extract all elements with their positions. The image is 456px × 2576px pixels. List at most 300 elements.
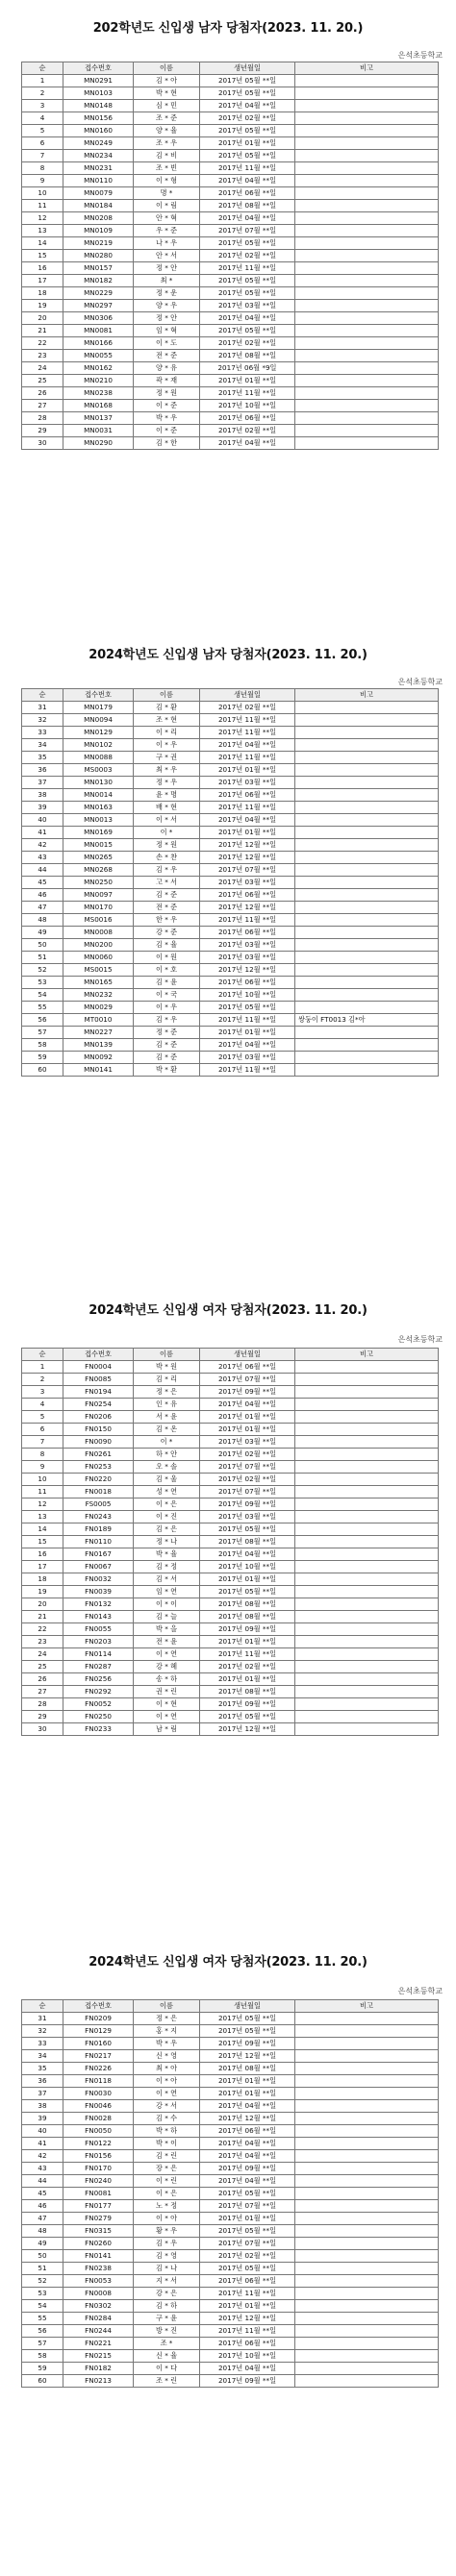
cell-receipt-number: MN0103 [63,87,134,100]
cell-birthdate: 2017년 08월 **일 [200,350,295,362]
cell-no: 35 [22,752,63,764]
cell-name: 김 * 우 [134,2238,200,2250]
cell-name: 이 * 연 [134,1711,200,1723]
table-row [22,977,439,989]
table-row [22,802,439,814]
cell-no: 34 [22,739,63,752]
cell-birthdate: 2017년 02월 **일 [200,425,295,437]
cell-receipt-number: MN0163 [63,802,134,814]
cell-name: 신 * 영 [134,2050,200,2063]
section-title: 2024학년도 신입생 여자 당첨자(2023. 11. 20.) [89,1955,367,1969]
cell-birthdate: 2017년 10월 **일 [200,2350,295,2363]
table-row [22,1486,439,1499]
cell-receipt-number: MN0109 [63,225,134,237]
table-row [22,2163,439,2175]
cell-remarks [295,2238,439,2250]
cell-name: 김 * 울 [134,1474,200,1486]
cell-receipt-number: MN0110 [63,175,134,187]
cell-remarks [295,1386,439,1399]
cell-receipt-number: MN0092 [63,1052,134,1064]
table-row [22,2288,439,2300]
cell-name: 곽 * 재 [134,375,200,387]
cell-remarks [295,952,439,964]
cell-remarks [295,1424,439,1436]
cell-no: 54 [22,2300,63,2313]
cell-name: 조 * 우 [134,137,200,150]
cell-birthdate: 2017년 06월 *9일 [200,362,295,375]
cell-birthdate: 2017년 01월 **일 [200,1636,295,1648]
cell-name: 김 * 서 [134,1573,200,1586]
table-row [22,914,439,927]
table-row [22,1361,439,1374]
cell-remarks [295,2013,439,2025]
cell-no: 10 [22,1474,63,1486]
cell-remarks [295,902,439,914]
table-row [22,1611,439,1623]
table-row [22,400,439,412]
table-row [22,237,439,250]
cell-name: 이 * 원 [134,952,200,964]
cell-name: 조 * 준 [134,112,200,125]
cell-remarks [295,2363,439,2375]
cell-name: 김 * 정 [134,1561,200,1573]
table-row [22,2113,439,2125]
cell-birthdate: 2017년 04월 **일 [200,2138,295,2150]
cell-birthdate: 2017년 02월 **일 [200,337,295,350]
cell-no: 60 [22,1064,63,1077]
cell-no: 58 [22,1039,63,1052]
table-row [22,2138,439,2150]
table-row [22,137,439,150]
cell-remarks [295,225,439,237]
cell-name: 박 * 환 [134,1064,200,1077]
cell-name: 김 * 율 [134,939,200,952]
cell-receipt-number: MN0184 [63,200,134,212]
cell-birthdate: 2017년 05월 **일 [200,287,295,300]
cell-birthdate: 2017년 01월 **일 [200,375,295,387]
cell-birthdate: 2017년 11월 **일 [200,1648,295,1661]
cell-no: 3 [22,1386,63,1399]
table-row [22,387,439,400]
cell-remarks [295,375,439,387]
cell-remarks [295,425,439,437]
table-row [22,739,439,752]
table-row [22,1536,439,1548]
cell-remarks [295,1648,439,1661]
cell-receipt-number: MN0148 [63,100,134,112]
cell-name: 정 * 원 [134,387,200,400]
table-row [22,2125,439,2138]
cell-name: 김 * 리 [134,1374,200,1386]
table-row [22,1064,439,1077]
cell-birthdate: 2017년 04월 **일 [200,2363,295,2375]
cell-name: 김 * 비 [134,150,200,162]
cell-birthdate: 2017년 01월 **일 [200,827,295,839]
cell-name: 김 * 준 [134,1052,200,1064]
cell-name: 한 * 우 [134,914,200,927]
cell-receipt-number: MN0097 [63,889,134,902]
header-no: 순 [22,2000,63,2013]
cell-name: 이 * 이 [134,1598,200,1611]
cell-remarks [295,2338,439,2350]
cell-remarks [295,212,439,225]
cell-name: 김 * 린 [134,2150,200,2163]
cell-birthdate: 2017년 11월 **일 [200,727,295,739]
cell-receipt-number: MN0079 [63,187,134,200]
cell-receipt-number: FN0052 [63,1698,134,1711]
table-row [22,225,439,237]
cell-no: 2 [22,1374,63,1386]
cell-birthdate: 2017년 01월 **일 [200,1424,295,1436]
cell-birthdate: 2017년 06월 **일 [200,2338,295,2350]
cell-no: 21 [22,1611,63,1623]
cell-no: 20 [22,1598,63,1611]
cell-receipt-number: FN0250 [63,1711,134,1723]
header-name: 이름 [134,689,200,702]
cell-remarks [295,1039,439,1052]
cell-name: 김 * 아 [134,75,200,87]
cell-birthdate: 2017년 10월 **일 [200,400,295,412]
cell-birthdate: 2017년 03월 **일 [200,877,295,889]
winners-table [21,688,439,1077]
cell-remarks [295,2075,439,2088]
cell-receipt-number: MN0168 [63,400,134,412]
table-body [22,702,439,1077]
table-row [22,2050,439,2063]
cell-birthdate: 2017년 03월 **일 [200,1511,295,1523]
cell-name: 이 * 연 [134,2088,200,2100]
header-receipt-number: 접수번호 [63,2000,134,2013]
cell-birthdate: 2017년 08월 **일 [200,200,295,212]
cell-no: 14 [22,1523,63,1536]
cell-no: 50 [22,939,63,952]
table-row [22,1636,439,1648]
cell-remarks [295,814,439,827]
cell-name: 조 * 린 [134,2375,200,2388]
header-receipt-number: 접수번호 [63,1349,134,1361]
cell-remarks [295,2138,439,2150]
cell-no: 1 [22,75,63,87]
cell-receipt-number: FN0261 [63,1449,134,1461]
cell-no: 19 [22,1586,63,1598]
cell-no: 46 [22,2200,63,2213]
cell-birthdate: 2017년 04월 **일 [200,1548,295,1561]
table-row [22,412,439,425]
cell-receipt-number: MN0141 [63,1064,134,1077]
header-receipt-number: 접수번호 [63,689,134,702]
cell-remarks [295,275,439,287]
cell-name: 하 * 안 [134,1449,200,1461]
cell-receipt-number: FN0129 [63,2025,134,2038]
table-row [22,250,439,262]
cell-no: 49 [22,2238,63,2250]
cell-birthdate: 2017년 07월 **일 [200,225,295,237]
cell-name: 박 * 하 [134,2125,200,2138]
cell-no: 46 [22,889,63,902]
cell-birthdate: 2017년 04월 **일 [200,739,295,752]
header-remarks: 비고 [295,62,439,75]
cell-remarks [295,764,439,777]
cell-remarks [295,250,439,262]
cell-name: 전 * 윤 [134,1636,200,1648]
cell-receipt-number: FN0090 [63,1436,134,1449]
cell-no: 55 [22,2313,63,2325]
cell-remarks [295,714,439,727]
cell-name: 정 * 안 [134,312,200,325]
cell-remarks [295,2275,439,2288]
cell-birthdate: 2017년 11월 **일 [200,802,295,814]
cell-birthdate: 2017년 12월 **일 [200,902,295,914]
table-row [22,1698,439,1711]
cell-birthdate: 2017년 05월 **일 [200,1523,295,1536]
cell-no: 31 [22,702,63,714]
table-row [22,1523,439,1536]
cell-receipt-number: FN0081 [63,2188,134,2200]
cell-receipt-number: MN0200 [63,939,134,952]
cell-receipt-number: FN0194 [63,1386,134,1399]
school-name: 은석초등학교 [397,1335,443,1344]
cell-remarks [295,2225,439,2238]
table-row [22,714,439,727]
header-birthdate: 생년월일 [200,2000,295,2013]
cell-name: 이 * 준 [134,425,200,437]
cell-no: 52 [22,964,63,977]
cell-name: 신 * 율 [134,2350,200,2363]
cell-no: 10 [22,187,63,200]
cell-birthdate: 2017년 11월 **일 [200,1064,295,1077]
cell-receipt-number: FN0160 [63,2038,134,2050]
cell-no: 35 [22,2063,63,2075]
cell-birthdate: 2017년 12월 **일 [200,839,295,852]
cell-no: 22 [22,337,63,350]
cell-receipt-number: MN0094 [63,714,134,727]
cell-receipt-number: MS0003 [63,764,134,777]
cell-birthdate: 2017년 05월 **일 [200,325,295,337]
table-row [22,752,439,764]
cell-name: 이 * 우 [134,739,200,752]
winners-table [21,62,439,450]
cell-name: 홍 * 지 [134,2025,200,2038]
cell-no: 25 [22,375,63,387]
cell-name: 이 * 현 [134,1698,200,1711]
cell-remarks [295,1698,439,1711]
cell-receipt-number: FN0018 [63,1486,134,1499]
cell-receipt-number: MN0291 [63,75,134,87]
cell-name: 박 * 현 [134,87,200,100]
cell-birthdate: 2017년 01월 **일 [200,1027,295,1039]
table-row [22,2100,439,2113]
cell-birthdate: 2017년 11월 **일 [200,1014,295,1027]
table-row [22,1461,439,1474]
cell-remarks [295,1623,439,1636]
table-row [22,2375,439,2388]
cell-birthdate: 2017년 11월 **일 [200,387,295,400]
cell-name: 박 * 이 [134,2138,200,2150]
cell-birthdate: 2017년 01월 **일 [200,2075,295,2088]
cell-name: 김 * 준 [134,889,200,902]
cell-name: 이 * [134,1436,200,1449]
cell-name: 지 * 서 [134,2275,200,2288]
table-row [22,87,439,100]
cell-name: 김 * 우 [134,1014,200,1027]
cell-name: 정 * 우 [134,777,200,789]
cell-name: 강 * 은 [134,2288,200,2300]
cell-no: 30 [22,1723,63,1736]
cell-name: 송 * 하 [134,1673,200,1686]
cell-remarks [295,2200,439,2213]
cell-birthdate: 2017년 01월 **일 [200,2300,295,2313]
table-row [22,939,439,952]
cell-remarks [295,87,439,100]
cell-name: 정 * 안 [134,262,200,275]
cell-birthdate: 2017년 11월 **일 [200,752,295,764]
cell-receipt-number: FN0118 [63,2075,134,2088]
header-remarks: 비고 [295,1349,439,1361]
cell-receipt-number: FN0189 [63,1523,134,1536]
cell-birthdate: 2017년 06월 **일 [200,889,295,902]
cell-birthdate: 2017년 09월 **일 [200,1698,295,1711]
table-row [22,1027,439,1039]
cell-no: 16 [22,262,63,275]
cell-no: 28 [22,1698,63,1711]
cell-receipt-number: MN0013 [63,814,134,827]
cell-remarks [295,1561,439,1573]
cell-receipt-number: MN0139 [63,1039,134,1052]
cell-name: 구 * 윤 [134,2313,200,2325]
cell-remarks [295,889,439,902]
table-row [22,2200,439,2213]
table-row [22,2350,439,2363]
cell-birthdate: 2017년 01월 **일 [200,2088,295,2100]
cell-name: 김 * 수 [134,2113,200,2125]
cell-name: 우 * 준 [134,225,200,237]
cell-remarks [295,702,439,714]
cell-name: 김 * 나 [134,2263,200,2275]
cell-no: 58 [22,2350,63,2363]
cell-receipt-number: MT0010 [63,1014,134,1027]
cell-receipt-number: FN0156 [63,2150,134,2163]
table-body [22,75,439,450]
cell-no: 43 [22,2163,63,2175]
cell-no: 3 [22,100,63,112]
cell-birthdate: 2017년 01월 **일 [200,137,295,150]
table-row [22,889,439,902]
cell-remarks [295,2213,439,2225]
cell-no: 37 [22,777,63,789]
cell-birthdate: 2017년 08월 **일 [200,2063,295,2075]
header-receipt-number: 접수번호 [63,62,134,75]
cell-receipt-number: FN0243 [63,1511,134,1523]
cell-no: 6 [22,1424,63,1436]
cell-receipt-number: MN0169 [63,827,134,839]
cell-remarks [295,2300,439,2313]
cell-no: 47 [22,2213,63,2225]
cell-no: 26 [22,387,63,400]
cell-birthdate: 2017년 06월 **일 [200,2125,295,2138]
cell-no: 4 [22,112,63,125]
header-no: 순 [22,689,63,702]
cell-remarks [295,312,439,325]
cell-receipt-number: FN0177 [63,2200,134,2213]
cell-birthdate: 2017년 05월 **일 [200,87,295,100]
cell-remarks [295,927,439,939]
cell-remarks [295,2113,439,2125]
table-row [22,1424,439,1436]
cell-receipt-number: FN0110 [63,1536,134,1548]
cell-remarks [295,977,439,989]
table-row [22,2338,439,2350]
cell-receipt-number: FN0238 [63,2263,134,2275]
table-row [22,864,439,877]
table-row [22,312,439,325]
table-row [22,1586,439,1598]
cell-birthdate: 2017년 06월 **일 [200,927,295,939]
cell-birthdate: 2017년 07월 **일 [200,2238,295,2250]
cell-name: 이 * 형 [134,175,200,187]
cell-name: 이 * 국 [134,989,200,1002]
cell-birthdate: 2017년 03월 **일 [200,1436,295,1449]
cell-no: 8 [22,162,63,175]
cell-birthdate: 2017년 12월 **일 [200,964,295,977]
cell-receipt-number: FN0220 [63,1474,134,1486]
cell-remarks [295,1511,439,1523]
cell-receipt-number: FN0030 [63,2088,134,2100]
cell-name: 정 * 은 [134,1386,200,1399]
cell-name: 양 * 유 [134,362,200,375]
cell-remarks [295,350,439,362]
cell-name: 정 * 나 [134,1536,200,1548]
cell-name: 이 * 아 [134,2075,200,2088]
cell-receipt-number: MN0265 [63,852,134,864]
table-row [22,337,439,350]
cell-remarks [295,412,439,425]
cell-remarks [295,1361,439,1374]
cell-remarks [295,939,439,952]
cell-birthdate: 2017년 04월 **일 [200,100,295,112]
cell-no: 25 [22,1661,63,1673]
cell-receipt-number: FN0039 [63,1586,134,1598]
table-row [22,1474,439,1486]
cell-birthdate: 2017년 02월 **일 [200,250,295,262]
table-row [22,2038,439,2050]
cell-receipt-number: FN0141 [63,2250,134,2263]
cell-receipt-number: FN0292 [63,1686,134,1698]
cell-no: 6 [22,137,63,150]
table-row [22,100,439,112]
cell-birthdate: 2017년 11월 **일 [200,2325,295,2338]
cell-remarks [295,1486,439,1499]
cell-receipt-number: MN0297 [63,300,134,312]
table-body [22,2013,439,2388]
cell-remarks [295,1027,439,1039]
table-row [22,275,439,287]
cell-receipt-number: FN0256 [63,1673,134,1686]
cell-name: 이 * 아 [134,2213,200,2225]
cell-no: 39 [22,802,63,814]
table-row [22,1623,439,1636]
cell-receipt-number: MN0166 [63,337,134,350]
cell-birthdate: 2017년 05월 **일 [200,75,295,87]
cell-birthdate: 2017년 09월 **일 [200,1499,295,1511]
cell-remarks [295,1573,439,1586]
cell-receipt-number: FN0050 [63,2125,134,2138]
cell-receipt-number: FN0215 [63,2350,134,2363]
cell-birthdate: 2017년 08월 **일 [200,1536,295,1548]
table-row [22,2063,439,2075]
cell-name: 이 * 다 [134,2363,200,2375]
cell-remarks [295,2025,439,2038]
cell-birthdate: 2017년 04월 **일 [200,2175,295,2188]
